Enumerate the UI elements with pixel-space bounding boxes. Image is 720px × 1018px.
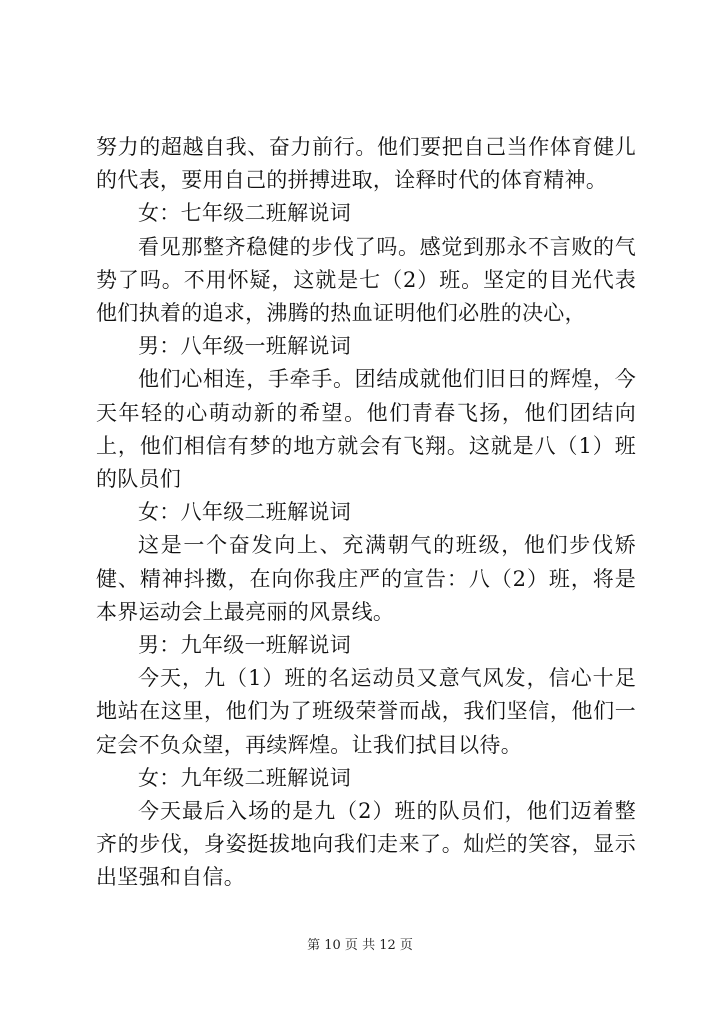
paragraph-grade8-class2: 这是一个奋发向上、充满朝气的班级，他们步伐矫健、精神抖擞，在向你我庄严的宣告：八（2）班，将是本界运动会上最亮丽的风景线。 [96, 533, 636, 624]
paragraph-grade8-class1: 他们心相连，手牵手。团结成就他们旧日的辉煌，今天年轻的心萌动新的希望。他们青春飞扬，他们团结向上，他们相信有梦的地方就会有飞翔。这就是八（1）班的队员们 [96, 367, 636, 492]
speaker-heading-grade9-class2: 女：九年级二班解说词 [138, 765, 351, 790]
speaker-heading-grade8-class2: 女：八年级二班解说词 [138, 500, 351, 525]
paragraph-grade9-class2: 今天最后入场的是九（2）班的队员们，他们迈着整齐的步伐，身姿挺拔地向我们走来了。灿烂的笑容，显示出坚强和自信。 [96, 799, 636, 890]
paragraph-grade9-class1: 今天，九（1）班的名运动员又意气风发，信心十足地站在这里，他们为了班级荣誉而战，我们坚信，他们一定会不负众望，再续辉煌。让我们拭目以待。 [96, 666, 636, 757]
speaker-heading-grade9-class1: 男：九年级一班解说词 [138, 633, 351, 658]
paragraph-continuation: 努力的超越自我、奋力前行。他们要把自己当作体育健儿的代表，要用自己的拼搏进取，诠释时代的体育精神。 [96, 135, 636, 193]
speaker-heading-grade8-class1: 男：八年级一班解说词 [138, 334, 351, 359]
document-body [96, 131, 636, 895]
speaker-heading-grade7-class2: 女：七年级二班解说词 [138, 201, 351, 226]
paragraph-grade7-class2: 看见那整齐稳健的步伐了吗。感觉到那永不言败的气势了吗。不用怀疑，这就是七（2）班。坚定的目光代表他们执着的追求，沸腾的热血证明他们必胜的决心， [96, 234, 636, 326]
page-number-footer: 第 10 页 共 12 页 [307, 938, 413, 953]
